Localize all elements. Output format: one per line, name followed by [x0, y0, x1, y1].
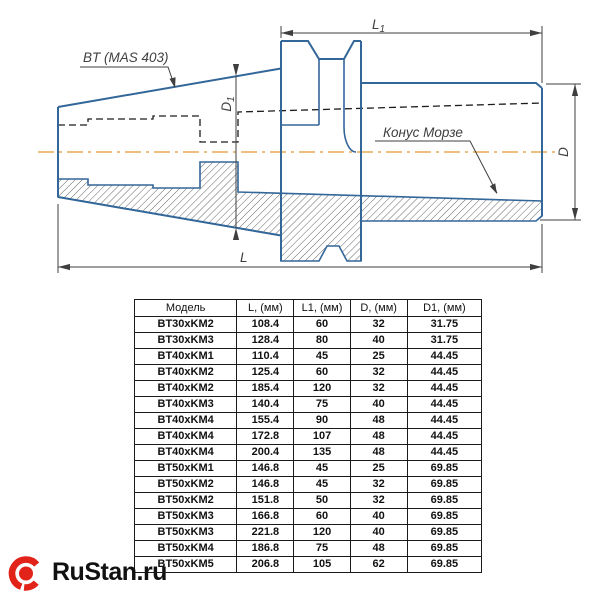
section-hatching-icon — [58, 162, 542, 261]
table-cell: BT40xKM2 — [135, 365, 237, 381]
table-cell: 221.8 — [237, 525, 294, 541]
table-row — [135, 541, 482, 557]
table-cell: 44.45 — [407, 429, 481, 445]
table-cell: 146.8 — [237, 477, 294, 493]
table-cell: 32 — [350, 477, 407, 493]
table-cell: 151.8 — [237, 493, 294, 509]
table-cell: 75 — [294, 541, 350, 557]
table-cell: 108.4 — [237, 317, 294, 333]
table-cell: 69.85 — [407, 557, 481, 573]
table-cell: 31.75 — [407, 317, 481, 333]
table-cell: 44.45 — [407, 413, 481, 429]
spec-table-header-cell: D, (мм) — [350, 300, 407, 317]
table-row — [135, 557, 482, 573]
table-cell: 69.85 — [407, 525, 481, 541]
table-cell: 44.45 — [407, 381, 481, 397]
table-cell: 32 — [350, 317, 407, 333]
table-cell: 120 — [294, 381, 350, 397]
table-cell: 110.4 — [237, 349, 294, 365]
technical-drawing — [0, 0, 606, 296]
table-cell: 107 — [294, 429, 350, 445]
shank-standard-label: BT (MAS 403) — [83, 50, 169, 65]
table-cell: 128.4 — [237, 333, 294, 349]
dim-label-l1: $L_1$ — [372, 17, 386, 35]
table-cell: 146.8 — [237, 461, 294, 477]
table-cell: BT50xKM1 — [135, 461, 237, 477]
table-cell: 40 — [350, 525, 407, 541]
table-cell: 48 — [350, 429, 407, 445]
table-cell: 44.45 — [407, 445, 481, 461]
table-cell: BT50xKM3 — [135, 509, 237, 525]
shank-callout — [80, 50, 176, 88]
dim-label-l: L — [240, 250, 248, 265]
table-cell: 45 — [294, 477, 350, 493]
table-row — [135, 413, 482, 429]
rustan-logo-icon — [5, 549, 47, 595]
table-cell: 48 — [350, 445, 407, 461]
table-cell: BT50xKM2 — [135, 477, 237, 493]
table-cell: 44.45 — [407, 365, 481, 381]
table-cell: 155.4 — [237, 413, 294, 429]
table-cell: 69.85 — [407, 509, 481, 525]
table-row — [135, 525, 482, 541]
logo-table-connector-line — [148, 572, 166, 573]
table-cell: 60 — [294, 365, 350, 381]
spec-table-body — [135, 317, 482, 573]
table-cell: 200.4 — [237, 445, 294, 461]
table-cell: BT50xKM2 — [135, 493, 237, 509]
table-cell: 75 — [294, 397, 350, 413]
table-cell: 45 — [294, 461, 350, 477]
table-cell: 31.75 — [407, 333, 481, 349]
table-row — [135, 445, 482, 461]
table-row — [135, 333, 482, 349]
table-cell: 44.45 — [407, 397, 481, 413]
table-cell: 125.4 — [237, 365, 294, 381]
table-cell: 60 — [294, 509, 350, 525]
spec-table-header-cell: L1, (мм) — [294, 300, 350, 317]
table-cell: 48 — [350, 541, 407, 557]
table-cell: BT50xKM3 — [135, 525, 237, 541]
table-row — [135, 349, 482, 365]
table-row — [135, 509, 482, 525]
table-cell: 80 — [294, 333, 350, 349]
table-cell: 69.85 — [407, 541, 481, 557]
table-cell: 185.4 — [237, 381, 294, 397]
table-cell: BT40xKM3 — [135, 397, 237, 413]
table-cell: 48 — [350, 413, 407, 429]
dim-label-d1: $D_1$ — [219, 96, 237, 112]
table-cell: 25 — [350, 349, 407, 365]
hidden-bore-line-icon — [58, 103, 542, 142]
table-cell: BT50xKM4 — [135, 541, 237, 557]
table-cell: BT50xKM5 — [135, 557, 237, 573]
table-cell: 172.8 — [237, 429, 294, 445]
table-row — [135, 493, 482, 509]
morse-taper-label: Конус Морзе — [383, 125, 463, 140]
table-row — [135, 477, 482, 493]
spec-table-header-cell: Модель — [135, 300, 237, 317]
spec-table-header-row — [135, 300, 482, 317]
table-cell: 32 — [350, 381, 407, 397]
table-cell: 206.8 — [237, 557, 294, 573]
table-row — [135, 365, 482, 381]
table-cell: 69.85 — [407, 493, 481, 509]
table-row — [135, 397, 482, 413]
table-cell: BT30xKM3 — [135, 333, 237, 349]
spec-table-header-cell: D1, (мм) — [407, 300, 481, 317]
table-cell: 140.4 — [237, 397, 294, 413]
table-cell: 40 — [350, 333, 407, 349]
table-cell: BT40xKM4 — [135, 445, 237, 461]
table-cell: 60 — [294, 317, 350, 333]
table-cell: 44.45 — [407, 349, 481, 365]
table-cell: 32 — [350, 365, 407, 381]
table-cell: 135 — [294, 445, 350, 461]
table-row — [135, 381, 482, 397]
table-cell: 40 — [350, 509, 407, 525]
table-cell: 166.8 — [237, 509, 294, 525]
table-cell: 120 — [294, 525, 350, 541]
table-cell: 90 — [294, 413, 350, 429]
logo-center-dot-icon — [19, 567, 33, 581]
table-cell: BT40xKM4 — [135, 429, 237, 445]
table-cell: 186.8 — [237, 541, 294, 557]
spec-table — [134, 299, 482, 573]
table-cell: BT40xKM1 — [135, 349, 237, 365]
table-cell: BT40xKM2 — [135, 381, 237, 397]
table-cell: 50 — [294, 493, 350, 509]
table-cell: 32 — [350, 493, 407, 509]
logo[interactable] — [5, 549, 167, 595]
table-cell: 40 — [350, 397, 407, 413]
morse-taper-callout — [375, 125, 497, 194]
spec-table-header-cell: L, (мм) — [237, 300, 294, 317]
table-cell: 25 — [350, 461, 407, 477]
table-cell: 105 — [294, 557, 350, 573]
table-cell: 62 — [350, 557, 407, 573]
table-cell: 69.85 — [407, 461, 481, 477]
table-cell: 69.85 — [407, 477, 481, 493]
dim-label-d: D — [556, 147, 571, 157]
table-cell: 45 — [294, 349, 350, 365]
table-row — [135, 429, 482, 445]
logo-text: RuStan.ru — [52, 557, 167, 586]
table-cell: BT40xKM4 — [135, 413, 237, 429]
table-row — [135, 461, 482, 477]
table-cell: BT30xKM2 — [135, 317, 237, 333]
table-row — [135, 317, 482, 333]
